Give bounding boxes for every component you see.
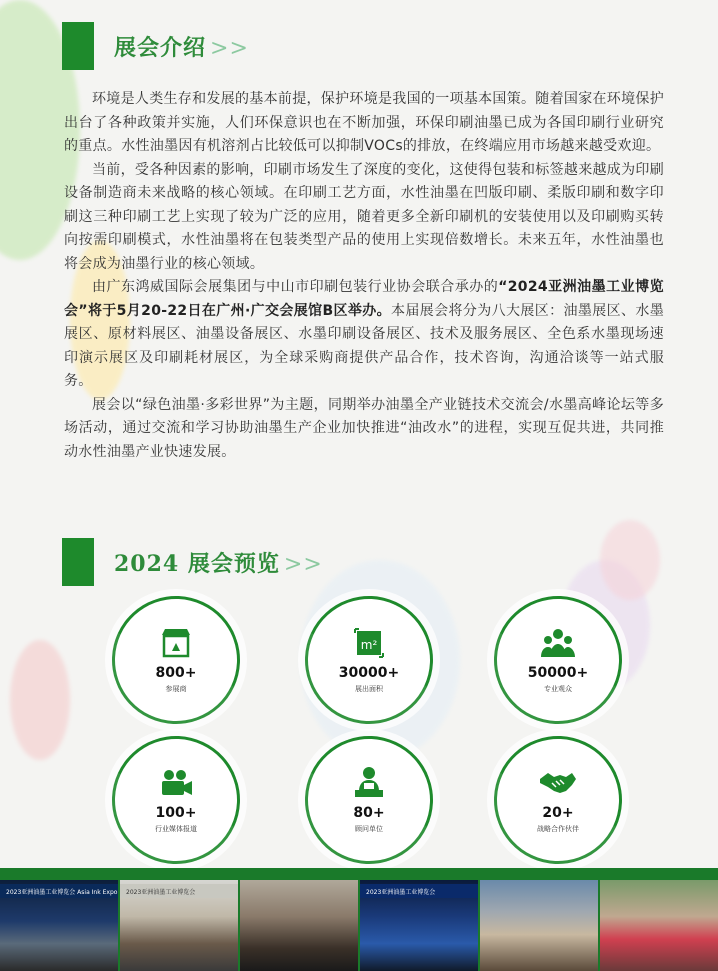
event-photo: [240, 880, 358, 971]
intro-paragraph: 由广东鸿威国际会展集团与中山市印刷包装行业协会联合承办的“2024亚洲油墨工业博览会”将于5月20-22日在广州·广交会展馆B区举办。本届展会将分为八大展区：油墨展区、水墨展区、原材料展区、油墨设备展区、水墨印刷设备展区、技术及服务展区、全色系水墨现场速印演示展区及印刷耗材展区，为全球采购商提供产品合作，技术咨询，沟通洽谈等一站式服务。: [64, 279, 664, 389]
intro-paragraph: 环境是人类生存和发展的基本前提，保护环境是我国的一项基本国策。随着国家在环境保护出台了各种政策并实施，人们环保意识也在不断加强，环保印刷油墨已成为各国印刷行业研究的重点。水性油墨因有机溶剂占比较低可以抑制VOCs的排放，在终端应用市场越来越受欢迎。: [64, 91, 664, 154]
arrows-icon: >>: [210, 35, 249, 61]
stat-partners: [494, 736, 622, 864]
event-photo: [120, 880, 238, 971]
arrows-icon: >>: [283, 551, 323, 577]
stat-label: 参展商: [165, 684, 187, 693]
highlight-text: “2024亚洲油墨工业博览会”将于5月20-22日在广州·广交会展馆B区举办。: [64, 279, 664, 319]
section-title: 2024 展会预览 >>: [114, 550, 323, 577]
svg-text:m²: m²: [360, 637, 378, 652]
stat-value: 50000+: [527, 664, 589, 681]
stat-area: [305, 596, 433, 724]
stat-label: 行业媒体报道: [155, 824, 197, 833]
stat-exhibitors: [112, 596, 240, 724]
intro-paragraph: 当前，受各种因素的影响，印刷市场发生了深度的变化，这使得包装和标签越来越成为印刷设备制造商未来战略的核心领域。在印刷工艺方面，水性油墨在凹版印刷、柔版印刷和数字印刷这三种印刷工艺上实现了较为广泛的应用，随着更多全新印刷机的安装使用以及印刷购买转向按需印刷模式，水性油墨将在包装类型产品的使用上实现倍数增长。未来五年，水性油墨也将会成为油墨行业的核心领域。: [64, 161, 664, 272]
header-bar: [62, 538, 94, 586]
header-bar: [62, 22, 94, 70]
bg-splash-red: [10, 640, 70, 760]
intro-text: [64, 88, 664, 464]
photo-caption: 2023亚洲油墨工业博览会: [360, 884, 478, 898]
stat-label: 顾问单位: [355, 824, 383, 833]
stat-label: 展出面积: [355, 684, 383, 693]
bg-splash-pink: [600, 520, 660, 600]
stat-value: 80+: [353, 804, 385, 821]
photo-caption: 2023亚洲油墨工业博览会 Asia Ink Expo: [0, 884, 118, 898]
stat-label: 战略合作伙伴: [537, 824, 579, 833]
stat-audience: [494, 596, 622, 724]
intro-paragraph: 展会以“绿色油墨·多彩世界”为主题，同期举办油墨全产业链技术交流会/水墨高峰论坛等多场活动，通过交流和学习协助油墨生产企业加快推进“油改水”的进程，实现互促共进，共同推动水性油墨产业快速发展。: [64, 396, 664, 460]
stat-consultants: [305, 736, 433, 864]
stat-value: 100+: [155, 804, 197, 821]
section-title: 展会介绍 >>: [114, 34, 249, 61]
event-photo: [600, 880, 718, 971]
event-photo: [0, 880, 118, 971]
stat-label: 专业观众: [544, 684, 572, 693]
event-photo: [360, 880, 478, 971]
stat-media: [112, 736, 240, 864]
stat-value: 30000+: [338, 664, 400, 681]
stat-value: 800+: [155, 664, 197, 681]
section-preview-header: [62, 538, 323, 586]
photo-caption: 2023亚洲油墨工业博览会: [120, 884, 238, 898]
section-intro-header: [62, 22, 249, 70]
event-photo: [480, 880, 598, 971]
photo-strip: [0, 868, 718, 971]
stat-value: 20+: [542, 804, 574, 821]
